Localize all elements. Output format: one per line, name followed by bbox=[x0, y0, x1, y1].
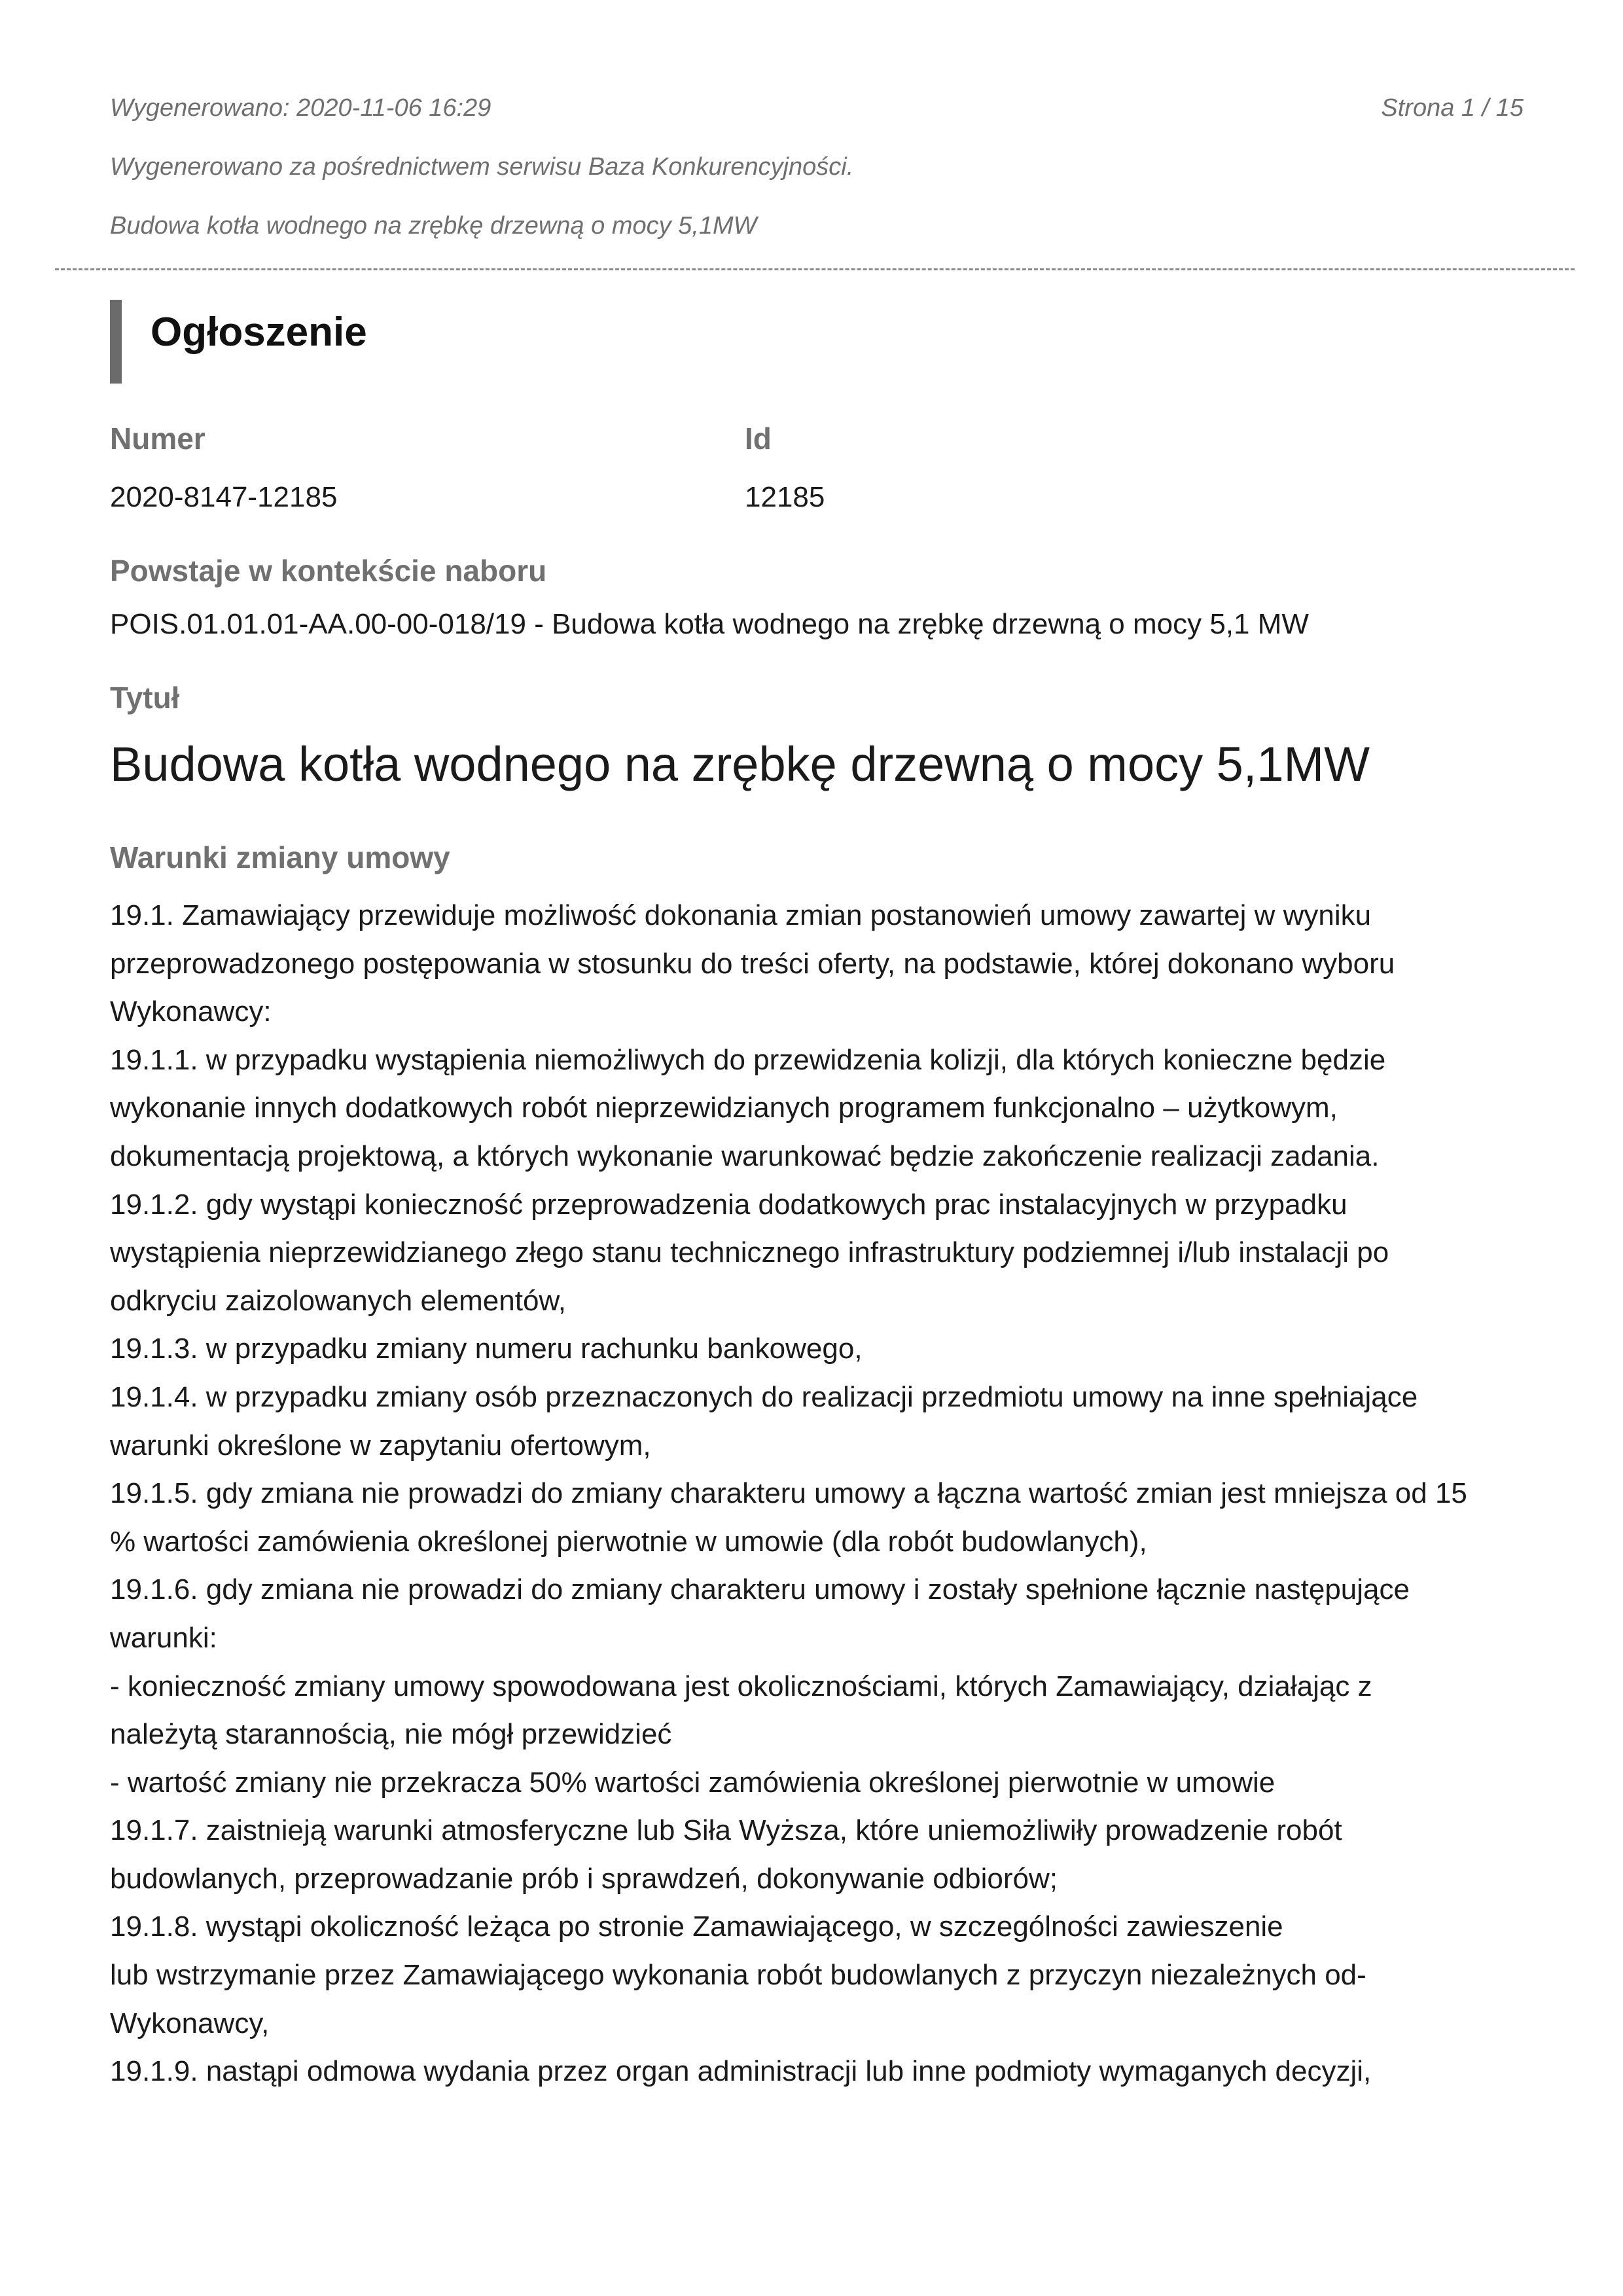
body-line: warunki określone w zapytaniu ofertowym, bbox=[110, 1429, 651, 1462]
field-nabor bbox=[110, 551, 1526, 644]
body-line: budowlanych, przeprowadzanie prób i sprawdzeń, dokonywanie odbiorów; bbox=[110, 1862, 1058, 1895]
contract-change-terms bbox=[110, 891, 1526, 2096]
body-line: 19.1.2. gdy wystąpi konieczność przeprowadzenia dodatkowych prac instalacyjnych w przypadku bbox=[110, 1188, 1347, 1221]
announcement-content bbox=[110, 419, 1526, 2130]
body-line: lub wstrzymanie przez Zamawiającego wykonania robót budowlanych z przyczyn niezależnych od- bbox=[110, 1959, 1366, 1992]
body-line: % wartości zamówienia określonej pierwotnie w umowie (dla robót budowlanych), bbox=[110, 1525, 1147, 1558]
field-numer bbox=[110, 419, 745, 517]
body-line: wykonanie innych dodatkowych robót nieprzewidzianych programem funkcjonalno – użytkowym, bbox=[110, 1092, 1338, 1124]
body-line: - konieczność zmiany umowy spowodowana jest okolicznościami, których Zamawiający, działając z bbox=[110, 1670, 1372, 1702]
body-line: odkryciu zaizolowanych elementów, bbox=[110, 1284, 567, 1317]
field-label-nabor: Powstaje w kontekście naboru bbox=[110, 554, 547, 588]
field-label-tytul: Tytuł bbox=[110, 681, 180, 715]
body-line: wystąpienia nieprzewidzianego złego stanu technicznego infrastruktury podziemnej i/lub instalacji po bbox=[110, 1236, 1389, 1269]
field-value-numer: 2020-8147-12185 bbox=[110, 481, 338, 513]
field-value-nabor: POIS.01.01.01-AA.00-00-018/19 - Budowa kotła wodnego na zrębkę drzewną o mocy 5,1 MW bbox=[110, 608, 1309, 640]
source-note: Wygenerowano za pośrednictwem serwisu Baza Konkurencyjności. bbox=[110, 153, 854, 181]
field-label-warunki: Warunki zmiany umowy bbox=[110, 840, 450, 874]
field-label-numer: Numer bbox=[110, 422, 205, 456]
document-subject: Budowa kotła wodnego na zrębkę drzewną o mocy 5,1MW bbox=[110, 212, 757, 240]
body-line: przeprowadzonego postępowania w stosunku do treści oferty, na podstawie, której dokonano wyboru bbox=[110, 947, 1395, 980]
page-number: Strona 1 / 15 bbox=[1381, 94, 1524, 122]
header-divider bbox=[55, 268, 1575, 270]
field-value-id: 12185 bbox=[745, 481, 825, 513]
body-line: 19.1.3. w przypadku zmiany numeru rachunku bankowego, bbox=[110, 1333, 863, 1365]
body-line: 19.1.5. gdy zmiana nie prowadzi do zmiany charakteru umowy a łączna wartość zmian jest mniejsza od 15 bbox=[110, 1477, 1467, 1510]
field-tytul bbox=[110, 678, 1526, 796]
body-line: Wykonawcy, bbox=[110, 2007, 270, 2039]
section-title: Ogłoszenie bbox=[151, 309, 367, 355]
meta-row bbox=[110, 90, 1524, 149]
body-line: dokumentacją projektową, a których wykonanie warunkować będzie zakończenie realizacji zadania. bbox=[110, 1139, 1380, 1172]
body-line: Wykonawcy: bbox=[110, 996, 272, 1028]
page-header bbox=[110, 90, 1524, 243]
body-line: 19.1.8. wystąpi okoliczność leżąca po stronie Zamawiającego, w szczególności zawieszenie bbox=[110, 1910, 1283, 1943]
body-line: - wartość zmiany nie przekracza 50% wartości zamówienia określonej pierwotnie w umowie bbox=[110, 1766, 1275, 1799]
body-line: 19.1.6. gdy zmiana nie prowadzi do zmiany charakteru umowy i zostały spełnione łącznie następujące bbox=[110, 1573, 1410, 1606]
body-line: 19.1. Zamawiający przewiduje możliwość dokonania zmian postanowień umowy zawartej w wyniku bbox=[110, 899, 1372, 931]
generated-timestamp: Wygenerowano: 2020-11-06 16:29 bbox=[110, 94, 491, 122]
section-heading bbox=[110, 300, 367, 384]
body-line: warunki: bbox=[110, 1621, 217, 1654]
body-line: 19.1.9. nastąpi odmowa wydania przez organ administracji lub inne podmioty wymaganych decyzji, bbox=[110, 2055, 1372, 2088]
identifiers-row bbox=[110, 419, 1526, 517]
body-line: 19.1.4. w przypadku zmiany osób przeznaczonych do realizacji przedmiotu umowy na inne spełniające bbox=[110, 1380, 1418, 1413]
body-line: 19.1.1. w przypadku wystąpienia niemożliwych do przewidzenia kolizji, dla których konieczne będzie bbox=[110, 1043, 1386, 1076]
field-value-tytul: Budowa kotła wodnego na zrębkę drzewną o mocy 5,1MW bbox=[110, 737, 1370, 791]
field-warunki bbox=[110, 838, 1526, 2096]
body-line: należytą starannością, nie mógł przewidzieć bbox=[110, 1718, 672, 1751]
body-line: 19.1.7. zaistnieją warunki atmosferyczne lub Siła Wyższa, które uniemożliwiły prowadzenie robót bbox=[110, 1814, 1342, 1847]
field-id bbox=[745, 419, 1380, 517]
field-label-id: Id bbox=[745, 422, 772, 456]
